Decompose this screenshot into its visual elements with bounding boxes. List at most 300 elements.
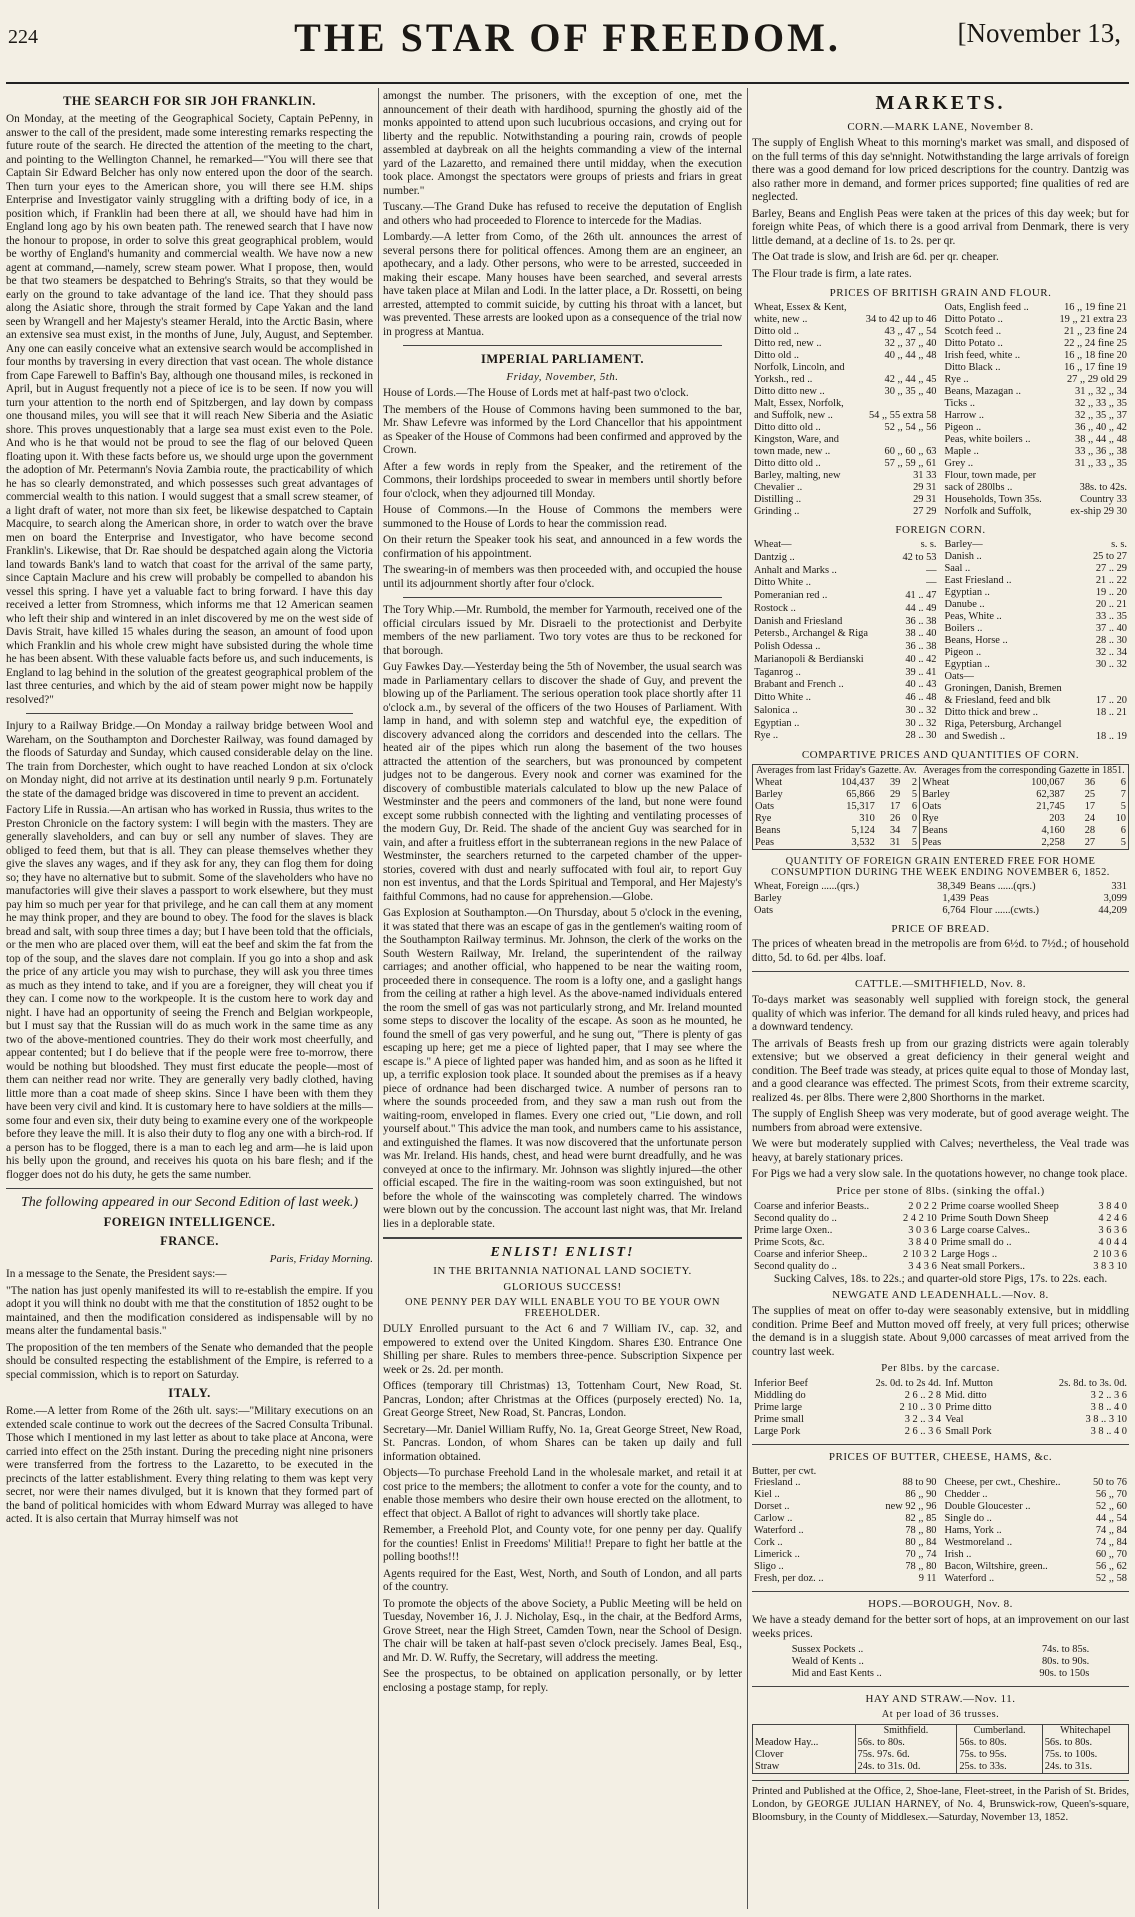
- table-cell: 75s. to 100s.: [1042, 1749, 1128, 1761]
- table-cell: Cheese, per cwt., Cheshire..: [944, 1477, 1061, 1488]
- russia-article: Factory Life in Russia.—An artisan who has worked in Russia, thus writes to the Preston Chronicle on the factory system: I will begin with the masters. They are generally slaveholders, and can buy or sell any number of slaves. They are obliged to feed them, but that is all. They can please themselves whether they give the slaves any wages, and if they ask for any, they can flog them for doing so; they have no alternative but to submit. Some of the slaveholders who have no manufactories will give their slaves a passport to work elsewhere, but they must pay him so much per year for that privilege, and he can call them at any moment he may think proper, and they are bound to obey. The food for the slaves is black bread and salt, with soup three times a day; but I have been told that the officials, or the men who are placed over them, will eat the beef and skim the fat from the top of the soup, and the slaves dare not complain. If you go into a shop and ask the price of any article you may wish to purchase, they will ask you three times as much as they intend to take, and if you are a foreigner, they will cheat you if they can. I come now to the workpeople. It is the custom here to work day and night. I have had an opportunity of seeing the French and Belgian workpeople, but I must say that the Russian will do as much work in the same time as any two of the above-mentioned countries. They do their work most cheerfully, and appear contented; but I do believe that if the people were free to-morrow, there would be nothing but bloodshed. They must first educate the people—most of them can neither read nor write. They are generally very badly clothed, having little more than a coat made of sheep skins. Since I have been with them they have been very civil and kind. It is customary here to have soldiers at the mills—some four and even six, their duty being to examine every one of the workpeople before they leave the mill. It is also their duty to flog any one with a birch-rod. If a person has to be flogged, there is a man to each leg and arm—he is laid upon his belly upon the ground, and receives his quota on his bare flesh; and if the flogger does not do his duty, he gets the same number.: [6, 804, 373, 1181]
- price-row: [752, 1426, 1129, 1438]
- table-cell: Second quality do ..: [754, 1260, 837, 1272]
- cattle-para: To-days market was seasonably well supplied with foreign stock, the general quality of which was inferior. The demand for all kinds ruled heavy, and prices had a downward tendency.: [752, 994, 1129, 1033]
- divider: [752, 1686, 1129, 1687]
- comparative-row: [753, 837, 1129, 850]
- grain-row: [752, 679, 939, 692]
- grain-row: [752, 350, 939, 362]
- table-cell: 44 ,, 54: [1095, 1513, 1127, 1524]
- table-cell: & Friesland, feed and blk: [944, 695, 1051, 706]
- enlist-title: ENLIST! ENLIST!: [490, 1245, 635, 1260]
- cattle-para: For Pigs we had a very slow sale. In the quotations however, no change took place.: [752, 1168, 1128, 1180]
- grain-row: [752, 667, 939, 680]
- table-cell: Households, Town 35s.: [944, 494, 1042, 505]
- lords-para: After a few words in reply from the Speaker, and the retirement of the Commons, their lordships proceeded to swear in members until shortly before four o'clock, when they adjourned till Monday.: [383, 460, 742, 500]
- british-grain-right: [943, 302, 1130, 518]
- butter-row: [752, 1477, 939, 1489]
- issue-date: [November 13,: [957, 18, 1121, 48]
- table-cell: 6: [1120, 777, 1126, 788]
- table-cell: 43 ,, 47 ,, 54: [884, 326, 937, 337]
- grain-row: [752, 374, 939, 386]
- table-cell: 3 4 3 6: [908, 1260, 937, 1272]
- table-cell: Wheat, Foreign ......(qrs.): [754, 881, 860, 892]
- table-cell: Flour, town made, per: [944, 470, 1037, 481]
- table-cell: s. s.: [1111, 539, 1127, 550]
- grain-row: [752, 386, 939, 398]
- table-cell: 29 31: [913, 482, 937, 493]
- table-cell: 2 6 .. 2 8: [904, 1390, 942, 1401]
- table-cell: Prime ditto: [945, 1402, 992, 1413]
- foreign-corn-left: [752, 539, 939, 743]
- table-cell: Ditto ditto old ..: [754, 458, 821, 469]
- paris-dateline: Paris, Friday Morning.: [269, 1253, 373, 1265]
- table-cell: 30 .. 32: [905, 704, 937, 716]
- table-cell: 17: [1084, 801, 1096, 812]
- table-cell: Egyptian ..: [944, 659, 990, 670]
- table-cell: 3 0 3 6: [908, 1224, 937, 1236]
- column-divider: [378, 88, 379, 1909]
- enlist-para: Secretary—Mr. Daniel William Ruffy, No. 1a, Great George Street, New Road, St. Pancras. London, of whom Shares can be taken up daily and full information obtained.: [383, 1423, 742, 1463]
- table-cell: Small Pork: [945, 1426, 992, 1437]
- table-cell: Irish feed, white ..: [944, 350, 1021, 361]
- table-cell: 38 ,, 44 ,, 48: [1075, 434, 1127, 445]
- grain-row: [752, 692, 939, 705]
- column-left: [6, 90, 373, 1909]
- grain-row: [752, 458, 939, 470]
- table-cell: 34 to 42 up to 46: [865, 314, 937, 325]
- grain-row: [943, 707, 1130, 719]
- table-cell: 30 .. 32: [1095, 659, 1127, 670]
- table-cell: Straw: [755, 1761, 780, 1772]
- table-cell: 24s. to 31s.: [1042, 1761, 1128, 1774]
- table-cell: Rye ..: [944, 374, 969, 385]
- butter-left: [752, 1477, 939, 1585]
- butter-header: Butter, per cwt.: [752, 1466, 817, 1477]
- table-cell: [857, 434, 938, 446]
- table-cell: 2s. 8d. to 3s. 0d.: [1058, 1378, 1127, 1389]
- british-grain-title: PRICES OF BRITISH GRAIN AND FLOUR.: [829, 287, 1052, 299]
- divider: [403, 345, 722, 346]
- grain-row: [752, 552, 939, 565]
- grain-row: [752, 470, 939, 482]
- table-cell: town made, new ..: [754, 446, 831, 457]
- table-cell: 56s. to 80s.: [957, 1737, 1042, 1749]
- table-cell: [753, 1725, 856, 1738]
- table-cell: Prime Scots, &c.: [754, 1236, 825, 1248]
- table-cell: Danish and Friesland: [754, 615, 843, 627]
- price-row: [752, 1237, 1129, 1249]
- table-cell: Ditto old ..: [754, 350, 800, 361]
- corn-para: Barley, Beans and English Peas were taken at the prices of this day week; but for foreign white Peas, of which there is a good arrival from Denmark, there is very little demand, at a decline of 1s. to 2s. per qr.: [752, 207, 1129, 247]
- grain-row: [943, 563, 1130, 575]
- franklin-heading: THE SEARCH FOR SIR JOH FRANKLIN.: [63, 94, 316, 108]
- cheese-row: [943, 1537, 1130, 1549]
- grain-row: [943, 671, 1130, 683]
- table-cell: Westmoreland ..: [944, 1537, 1013, 1548]
- hay-heading: HAY AND STRAW.—Nov. 11.: [865, 1693, 1016, 1705]
- lords-para: House of Lords.—The House of Lords met at half-past two o'clock.: [383, 387, 689, 399]
- table-cell: [1084, 671, 1129, 683]
- grain-row: [943, 458, 1130, 470]
- grain-row: [752, 616, 939, 629]
- table-cell: Mid. ditto: [945, 1390, 987, 1401]
- cheese-row: [943, 1501, 1130, 1513]
- table-cell: Prime coarse woolled Sheep: [940, 1200, 1059, 1212]
- table-cell: Kingston, Ware, and: [754, 434, 839, 445]
- table-cell: 331: [1111, 881, 1127, 892]
- grain-row: [943, 635, 1130, 647]
- table-cell: 40 ,, 44 ,, 48: [884, 350, 937, 361]
- table-cell: 25 to 27: [1092, 551, 1127, 562]
- hops-para: We have a steady demand for the better sort of hops, at an improvement on our last weeks prices.: [752, 1614, 1129, 1640]
- comparative-row: [753, 813, 1129, 825]
- table-cell: and Suffolk, new ..: [754, 410, 833, 421]
- comp-header-left: Averages from last Friday's Gazette. Av.: [756, 765, 917, 776]
- grain-row: [752, 446, 939, 458]
- france-para: In a message to the Senate, the President says:—: [6, 1268, 227, 1280]
- france-para: The proposition of the ten members of the Senate who demanded that the people should be consulted respecting the establishment of the Empire, is referred to a special commission, which is to report on Saturday.: [6, 1341, 373, 1381]
- table-cell: Danish ..: [944, 551, 982, 562]
- grain-row: [752, 434, 939, 446]
- hay-subheading: At per load of 36 trusses.: [881, 1709, 1000, 1720]
- table-cell: Norfolk, Lincoln, and: [754, 362, 845, 373]
- table-cell: Ditto White ..: [754, 577, 811, 589]
- table-cell: Single do ..: [944, 1513, 992, 1524]
- enlist-para: To promote the objects of the above Society, a Public Meeting will be held on Tuesday, November 16, J. J. Nicholay, Esq., in the chair, at the Bedford Arms, Grove Street, near the High Street, Camden Town, near the School of Design. The chair will be taken at half-past seven o'clock precisely. James Beal, Esq., and Mr. D. W. Ruffy, the Secretary, will address the meeting.: [383, 1597, 742, 1664]
- butter-table: [752, 1477, 1129, 1585]
- table-cell: 29: [889, 789, 901, 800]
- table-cell: [1084, 683, 1129, 695]
- table-cell: Marianopoli & Berdianski: [754, 653, 864, 665]
- table-cell: Prime small do ..: [940, 1236, 1012, 1248]
- table-cell: 3 8 4 0: [1098, 1200, 1127, 1212]
- hops-row: [790, 1644, 1092, 1656]
- grain-row: [943, 494, 1130, 506]
- table-cell: 2 10 .. 3 0: [899, 1402, 942, 1413]
- table-cell: 22 ,, 24 fine 25: [1064, 338, 1127, 349]
- table-cell: 56 ,, 70: [1095, 1489, 1127, 1500]
- grain-row: [752, 654, 939, 667]
- grain-row: [752, 326, 939, 338]
- cheese-row: [943, 1489, 1130, 1501]
- table-cell: Dorset ..: [754, 1501, 790, 1512]
- table-cell: 56 ,, 62: [1095, 1561, 1127, 1572]
- table-cell: Oats—: [944, 671, 974, 682]
- table-header-cell: Cumberland.: [957, 1725, 1042, 1738]
- table-cell: 27 ,, 29 old 29: [1066, 374, 1127, 385]
- rome-continued: amongst the number. The prisoners, with the exception of one, met the announcement of their death with hardihood, spurning the ghostly aid of the monks appointed to attend upon such lucubrious occasions, and crying out for liberty and the republic. Notwithstanding a pouring rain, crowds of people assembled at daybreak on all the heights commanding a view of the internal yard of the Lazaretto, and remained there until midday, when the execution took place. Amongst the spectators were groups of priests and friars in great number.": [383, 90, 742, 197]
- table-cell: 62,387: [1036, 789, 1065, 800]
- table-cell: 74 ,, 84: [1095, 1525, 1127, 1536]
- foreign-intelligence-heading: FOREIGN INTELLIGENCE.: [103, 1215, 276, 1229]
- grain-row: [752, 314, 939, 326]
- hay-table: [752, 1724, 1129, 1774]
- table-cell: 16 ,, 19 fine 21: [1064, 302, 1127, 313]
- enlist-subtitle: IN THE BRITANNIA NATIONAL LAND SOCIETY.: [433, 1265, 692, 1277]
- table-cell: Wheat—: [754, 539, 792, 550]
- table-cell: 65,866: [846, 789, 875, 800]
- table-cell: Grey ..: [944, 458, 974, 469]
- butter-title: PRICES OF BUTTER, CHEESE, HAMS, &c.: [828, 1451, 1053, 1463]
- table-cell: 28 .. 30: [1095, 635, 1127, 646]
- table-cell: 32 ,, 37 ,, 40: [884, 338, 937, 349]
- table-cell: [1052, 470, 1129, 482]
- table-cell: 5: [911, 837, 918, 848]
- hay-row: [753, 1761, 1129, 1774]
- grain-row: [752, 539, 939, 552]
- table-cell: 39: [889, 777, 901, 788]
- grain-row: [752, 730, 939, 743]
- table-cell: 56s. to 80s.: [855, 1737, 957, 1749]
- table-cell: 17: [889, 801, 901, 812]
- table-cell: Inf. Mutton: [945, 1378, 993, 1389]
- table-cell: Coarse and inferior Sheep..: [754, 1248, 868, 1260]
- carcase-table: [752, 1378, 1129, 1438]
- butter-row: [752, 1573, 939, 1585]
- table-cell: Second quality do ..: [754, 1212, 837, 1224]
- table-cell: 3 2 .. 3 6: [1090, 1390, 1127, 1401]
- divider: [752, 1444, 1129, 1445]
- masthead: [0, 0, 1135, 70]
- table-cell: Oats: [920, 801, 988, 813]
- corn-para: The supply of English Wheat to this morning's market was small, and disposed of on the full terms of this day se'nnight. Notwithstanding the large arrivals of foreign there was a good demand for low priced descriptions for the country. Dantzig was also rather more in demand, and former prices supported; fine qualities of red are neglected.: [752, 137, 1129, 203]
- grain-row: [752, 705, 939, 718]
- quantity-row: [752, 893, 1129, 905]
- table-cell: Groningen, Danish, Bremen: [944, 683, 1062, 694]
- grain-row: [943, 434, 1130, 446]
- divider: [752, 1591, 1129, 1592]
- table-cell: 44,209: [1098, 905, 1127, 916]
- table-cell: 5,124: [851, 825, 875, 836]
- butter-right: [943, 1477, 1130, 1585]
- table-cell: Petersb., Archangel & Riga: [754, 628, 868, 640]
- cattle-para: The arrivals of Beasts fresh up from our grazing districts were again tolerably extensive; but we observed a great deficiency in their general weight and condition. The Beef trade was steady, at prices quite equal to those of Monday last, and a good clearance was effected. The primest Scots, from their extreme scarcity, realized 4s. per 8lbs. There were 2,800 Shorthorns in the market.: [752, 1037, 1129, 1104]
- table-cell: 74s. to 85s.: [1041, 1644, 1090, 1655]
- british-grain-left: [752, 302, 939, 518]
- newgate-para: The supplies of meat on offer to-day were seasonably extensive, but in middling condition. Prime Beef and Mutton moved off freely, at very full prices; otherwise the demand is in a sluggish state. About 9,000 carcasses of meat arrived from the country last week.: [752, 1305, 1129, 1358]
- table-header-cell: Whitechapel: [1042, 1725, 1128, 1738]
- table-cell: Ditto red, new ..: [754, 338, 822, 349]
- table-cell: 19 ,, 21 extra 23: [1059, 314, 1127, 325]
- table-cell: 33 ,, 36 ,, 38: [1075, 446, 1127, 457]
- table-cell: 32 ,, 35 ,, 37: [1075, 410, 1127, 421]
- lombardy-article: Lombardy.—A letter from Como, of the 26th ult. announces the arrest of several persons there for political offences. Among them are an engineer, an apothecary, and a lady. Other persons, who were to be arrested, succeeded in making their escape. Many houses have been searched, and several arrests have taken place at Milan and Lodi. In the latter place, a Dr. Rossetti, on being arrested, attempted to commit suicide, by cutting his throat with a lancet, but was prevented. These arrests are looked upon as a consequence of the trial now in progress at Mantua.: [383, 231, 742, 338]
- price-row: [752, 1213, 1129, 1225]
- table-cell: Veal: [945, 1414, 964, 1425]
- butter-row: [752, 1501, 939, 1513]
- table-cell: 25s. to 33s.: [957, 1761, 1042, 1774]
- grain-row: [943, 539, 1130, 551]
- grain-row: [752, 362, 939, 374]
- table-cell: Pigeon ..: [944, 647, 982, 658]
- table-cell: Large coarse Calves..: [940, 1224, 1031, 1236]
- table-cell: Pigeon ..: [944, 422, 982, 433]
- grain-row: [943, 362, 1130, 374]
- table-cell: 3 8 .. 3 10: [1085, 1414, 1127, 1425]
- table-cell: 18 .. 19: [1095, 731, 1127, 742]
- table-cell: 21 .. 22: [1095, 575, 1127, 586]
- table-cell: —: [926, 577, 937, 589]
- bread-title: PRICE OF BREAD.: [891, 923, 990, 935]
- table-cell: sack of 280lbs ..: [944, 482, 1013, 493]
- table-cell: Barley, malting, new: [754, 470, 841, 481]
- grain-row: [943, 470, 1130, 482]
- table-cell: Peas: [755, 837, 775, 848]
- corn-para: The Oat trade is slow, and Irish are 6d. per qr. cheaper.: [752, 251, 999, 263]
- price-row: [752, 1402, 1129, 1414]
- table-cell: 33 .. 35: [1095, 611, 1127, 622]
- carcase-title: Per 8lbs. by the carcase.: [881, 1362, 1000, 1374]
- table-cell: Clover: [755, 1749, 784, 1760]
- table-cell: 203: [1049, 813, 1065, 824]
- table-cell: Chevalier ..: [754, 482, 803, 493]
- table-cell: 86 ,, 90: [905, 1489, 937, 1500]
- hay-row: [753, 1737, 1129, 1749]
- railway-article: Injury to a Railway Bridge.—On Monday a railway bridge between Wool and Wareham, on the Southampton and Dorchester Railway, was found damaged by the floods of Saturday and Sunday, which caused considerable delay on the line. The train from Dorchester, which ought to have reached London at six o'clock on Monday night, did not arrive at its destination until nearly 9 p.m. Fortunately the state of the damaged bridge was discovered in time to prevent an accident.: [6, 720, 373, 800]
- table-cell: —: [926, 564, 937, 576]
- quantity-row: [752, 881, 1129, 893]
- table-cell: Rostock ..: [754, 602, 796, 614]
- table-cell: Beans, Mazagan ..: [944, 386, 1021, 397]
- table-cell: Oats: [755, 801, 775, 812]
- grain-row: [943, 575, 1130, 587]
- grain-row: [943, 623, 1130, 635]
- table-cell: Ditto ditto old ..: [754, 422, 821, 433]
- table-cell: 30 .. 32: [905, 717, 937, 729]
- table-cell: 38,349: [937, 881, 966, 892]
- enlist-para: Objects—To purchase Freehold Land in the wholesale market, and retail it at cost price to the members; the allotment to confer a vote for the county, and to enable those members who desire their own house erected on the allotment, to effect that object. A Ballot of right to advances will shortly take place.: [383, 1467, 742, 1520]
- table-cell: 16 ,, 17 fine 19: [1064, 362, 1127, 373]
- table-cell: Double Gloucester ..: [944, 1501, 1031, 1512]
- table-cell: ex-ship 29 30: [1070, 506, 1127, 517]
- table-cell: 38s. to 42s.: [1079, 482, 1127, 493]
- comparative-row: [753, 825, 1129, 837]
- table-cell: 31: [889, 837, 901, 848]
- table-cell: Prime large Oxen..: [754, 1224, 833, 1236]
- table-header-cell: Smithfield.: [855, 1725, 957, 1738]
- butter-row: [752, 1489, 939, 1501]
- table-cell: 2s. 0d. to 2s 4d.: [875, 1378, 942, 1389]
- table-cell: Waterford ..: [944, 1573, 995, 1584]
- table-cell: Beans ......(qrs.): [969, 881, 1036, 892]
- grain-row: [752, 302, 939, 314]
- table-cell: Maple ..: [944, 446, 979, 457]
- bread-para: The prices of wheaten bread in the metropolis are from 6½d. to 7½d.; of household ditto, 5d. to 6d. per 4lbs. loaf.: [752, 938, 1129, 964]
- table-cell: s. s.: [920, 539, 937, 550]
- grain-row: [943, 350, 1130, 362]
- table-cell: 52 ,, 54 ,, 56: [884, 422, 937, 433]
- table-cell: 104,437: [841, 777, 875, 788]
- table-cell: Boilers ..: [944, 623, 983, 634]
- grain-row: [943, 611, 1130, 623]
- table-cell: Friesland ..: [754, 1477, 801, 1488]
- table-cell: Polish Odessa ..: [754, 641, 821, 652]
- table-cell: 39 .. 41: [905, 666, 937, 678]
- table-cell: 0: [911, 813, 918, 824]
- butter-row: [752, 1537, 939, 1549]
- table-cell: Flour ......(cwts.): [969, 905, 1039, 916]
- grain-row: [943, 422, 1130, 434]
- table-cell: 10: [1115, 813, 1126, 824]
- butter-row: [752, 1525, 939, 1537]
- table-cell: 17 .. 20: [1095, 695, 1127, 706]
- table-cell: Large Pork: [754, 1426, 801, 1437]
- table-cell: 21,745: [1036, 801, 1065, 812]
- table-cell: Ticks ..: [944, 398, 976, 409]
- table-cell: and Swedish ..: [944, 731, 1006, 742]
- enlist-para: See the prospectus, to be obtained on application personally, or by letter enclosing a postage stamp, for reply.: [383, 1668, 742, 1694]
- corn-para: The Flour trade is firm, a late rates.: [752, 267, 912, 280]
- grain-row: [752, 628, 939, 641]
- divider: [6, 1188, 373, 1189]
- table-cell: Beans, Horse ..: [944, 635, 1008, 646]
- table-cell: [857, 398, 938, 410]
- hops-heading: HOPS.—BOROUGH, Nov. 8.: [868, 1598, 1013, 1610]
- table-cell: 50 to 76: [1092, 1477, 1127, 1488]
- table-cell: 40 .. 42: [905, 653, 937, 665]
- quantity-table: [752, 881, 1129, 917]
- table-cell: 27 29: [913, 506, 937, 517]
- table-cell: 9 11: [918, 1573, 937, 1584]
- table-cell: 100,067: [1031, 777, 1065, 788]
- table-cell: 2 0 2 2: [908, 1200, 937, 1212]
- quantity-row: [752, 905, 1129, 917]
- table-cell: 24s. to 31s. 0d.: [855, 1761, 957, 1774]
- table-cell: Malt, Essex, Norfolk,: [754, 398, 844, 409]
- enlist-subtitle: ONE PENNY PER DAY WILL ENABLE YOU TO BE YOUR OWN FREEHOLDER.: [405, 1297, 720, 1319]
- divider: [752, 971, 1129, 972]
- table-cell: 2 4 2 10: [902, 1212, 937, 1224]
- hops-row: [790, 1668, 1092, 1680]
- cheese-row: [943, 1477, 1130, 1489]
- hay-header-row: [753, 1725, 1129, 1738]
- table-cell: 36 .. 38: [905, 615, 937, 627]
- table-cell: 54 ,, 55 extra 58: [868, 410, 937, 421]
- table-cell: Pomeranian red ..: [754, 590, 828, 601]
- markets-heading: MARKETS.: [875, 92, 1006, 114]
- grain-row: [943, 506, 1130, 518]
- table-cell: Rye: [920, 813, 988, 825]
- price-row: [752, 1261, 1129, 1273]
- table-cell: 7: [1120, 789, 1126, 800]
- tory-whip-article: The Tory Whip.—Mr. Rumbold, the member for Yarmouth, received one of the official circulars issued by Mr. Disraeli to the protectionist and Derbyite members of the new parliament. Two tory votes are thus to be reckoned for that borough.: [383, 604, 742, 657]
- enlist-para: Agents required for the East, West, North, and South of London, and all parts of the country.: [383, 1567, 742, 1593]
- table-cell: Mid and East Kents ..: [791, 1668, 882, 1679]
- grain-row: [752, 577, 939, 590]
- cornmark-heading: CORN.—MARK LANE, November 8.: [847, 121, 1034, 133]
- table-cell: Chedder ..: [944, 1489, 988, 1500]
- table-cell: 36 .. 38: [905, 641, 937, 652]
- table-cell: Barley: [755, 789, 783, 800]
- grain-row: [752, 603, 939, 616]
- table-cell: Middling do: [754, 1390, 806, 1401]
- cheese-row: [943, 1525, 1130, 1537]
- italy-heading: ITALY.: [168, 1386, 211, 1400]
- table-cell: Barley—: [944, 539, 983, 550]
- commons-para: The swearing-in of members was then proceeded with, and occupied the house until its adjournment shortly after four o'clock.: [383, 564, 742, 590]
- tuscany-article: Tuscany.—The Grand Duke has refused to receive the deputation of English and others who had proceeded to Florence to intercede for the Madias.: [383, 201, 742, 227]
- table-cell: Large Hogs ..: [940, 1248, 998, 1260]
- table-cell: Meadow Hay...: [755, 1737, 819, 1748]
- price-row: [752, 1225, 1129, 1237]
- table-cell: Barley: [754, 893, 782, 904]
- butter-row: [752, 1549, 939, 1561]
- table-cell: 36 ,, 40 ,, 42: [1075, 422, 1127, 433]
- table-cell: 80 ,, 84: [905, 1537, 937, 1548]
- table-cell: Weald of Kents ..: [791, 1656, 864, 1667]
- table-cell: 2,258: [1041, 837, 1065, 848]
